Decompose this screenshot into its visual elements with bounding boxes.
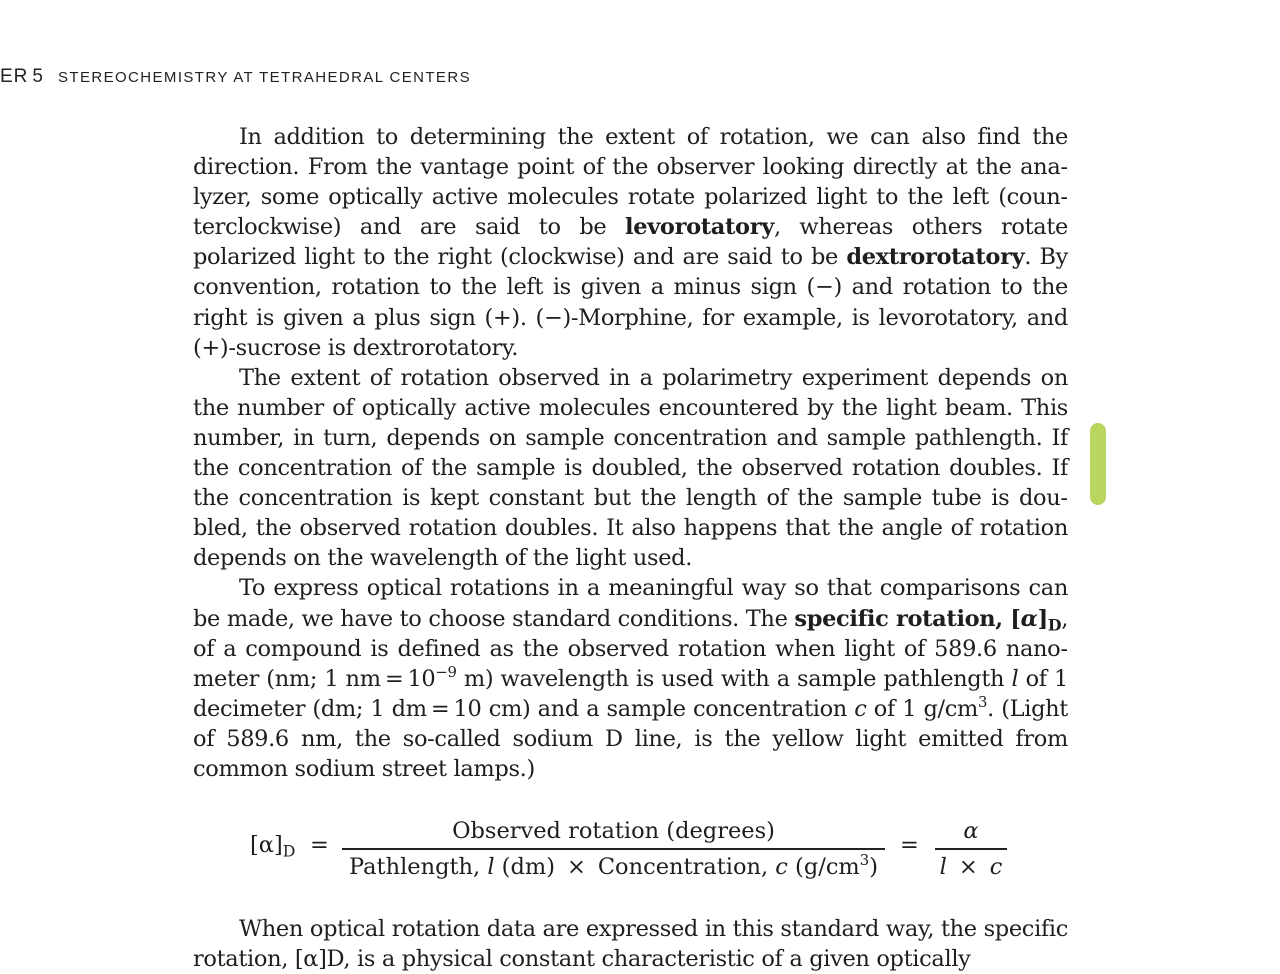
chapter-label — [0, 66, 44, 87]
variable-l: l — [1011, 665, 1019, 692]
fraction-numerator — [935, 815, 1007, 848]
times-sign: × — [566, 853, 586, 880]
equation-lhs — [250, 832, 296, 861]
paragraph-standard-data: When optical rotation data are expressed in this standard way, the specific rotation, [α]D, is a physical constant characteristic of a given optically — [193, 916, 1068, 973]
text-run: In addition to determining the extent of rotation, we can also find the direction. From the vantage point of the observer looking directly at the analyzer, some optically active molecules rotate polarized light to the left (counterclockwise) and are said to be — [193, 124, 1068, 241]
variable-l: l — [487, 853, 495, 880]
variable-c: c — [854, 695, 867, 722]
text-run: . By convention, rotation to the left is given a minus sign (−) and rotation to the right is given a plus sign (+). (−)-Morphine, for example, is levorotatory, and (+)-sucrose is dextrorotatory. — [193, 244, 1068, 361]
specific-rotation-equation — [250, 815, 1020, 885]
term-levorotatory: levorotatory — [625, 214, 774, 241]
fraction-denominator — [935, 850, 1007, 884]
text-run: (g/cm — [787, 853, 860, 880]
term-text: specific rotation, [ — [794, 605, 1021, 632]
variable-c: c — [989, 853, 1003, 880]
paragraph-extent-of-rotation: The extent of rotation observed in a polarimetry experiment depends on the number of optically active molecules encountered by the light beam. This number, in turn, depends on sample concentration and sample pathlength. If the concentration of the sample is doubled, the observed rotation doubles. If the concentration is kept constant but the length of the sample tube is doubled, the observed rotation doubles. It also happens that the angle of rotation depends on the wavelength of the light used. — [193, 364, 1068, 572]
text-run: . (Light of 589.6 nm, the so-called sodium D line, is the yellow light emitted from common sodium street lamps.) — [193, 695, 1068, 782]
text-run: Concentration, — [597, 853, 776, 880]
fraction-numerator: Observed rotation (degrees) — [452, 818, 775, 844]
exponent: −9 — [435, 662, 457, 681]
variable-c: c — [775, 853, 788, 880]
chapter-label-text: ER — [0, 66, 29, 87]
subscript-d: D — [282, 841, 296, 861]
text-run: of 1 g/cm — [866, 695, 979, 722]
times-sign: × — [958, 853, 978, 880]
term-specific-rotation — [794, 605, 1062, 635]
text-run: (dm) — [494, 853, 555, 880]
text-run: m) wavelength is used with a sample pathlength — [456, 665, 1012, 692]
alpha-symbol: α — [963, 818, 979, 844]
running-head — [0, 66, 471, 88]
paragraph-specific-rotation — [193, 573, 1068, 784]
fraction-symbolic — [935, 815, 1007, 884]
text-run: ) — [869, 853, 878, 880]
equals-sign: = — [310, 832, 329, 858]
exponent: 3 — [978, 692, 988, 711]
subscript-d: D — [1047, 615, 1062, 635]
bracket: ] — [1037, 605, 1048, 632]
equals-sign: = — [900, 832, 919, 858]
term-dextrorotatory: dextrorotatory — [846, 244, 1025, 271]
text-run: , whereas others rotate polarized light to the right (clockwise) and are said to be — [193, 214, 1069, 271]
fraction-verbose — [342, 815, 885, 884]
text-run: , of a compound is defined as the observed rotation when light of 589.6 nanometer (nm; 1 nm = 10 — [193, 605, 1068, 692]
alpha-bracket: [α] — [250, 832, 283, 858]
alpha-symbol: α — [1020, 605, 1038, 632]
exponent: 3 — [859, 850, 870, 869]
highlight-marker-icon[interactable] — [1090, 423, 1106, 505]
body-text-continued — [193, 914, 1068, 974]
text-run: Pathlength, — [349, 853, 488, 880]
text-run: of 1 decimeter (dm; 1 dm = 10 cm) and a sample concentration — [193, 665, 1068, 722]
body-text — [193, 122, 1068, 784]
text-run: To express optical rotations in a meaningful way so that comparisons can be made, we have to choose standard conditions. The — [193, 575, 1068, 632]
chapter-title: STEREOCHEMISTRY AT TETRAHEDRAL CENTERS — [57, 69, 471, 86]
fraction-denominator — [342, 850, 885, 884]
chapter-number: 5 — [32, 66, 44, 87]
variable-l: l — [939, 853, 947, 880]
paragraph-direction-of-rotation — [193, 122, 1068, 363]
